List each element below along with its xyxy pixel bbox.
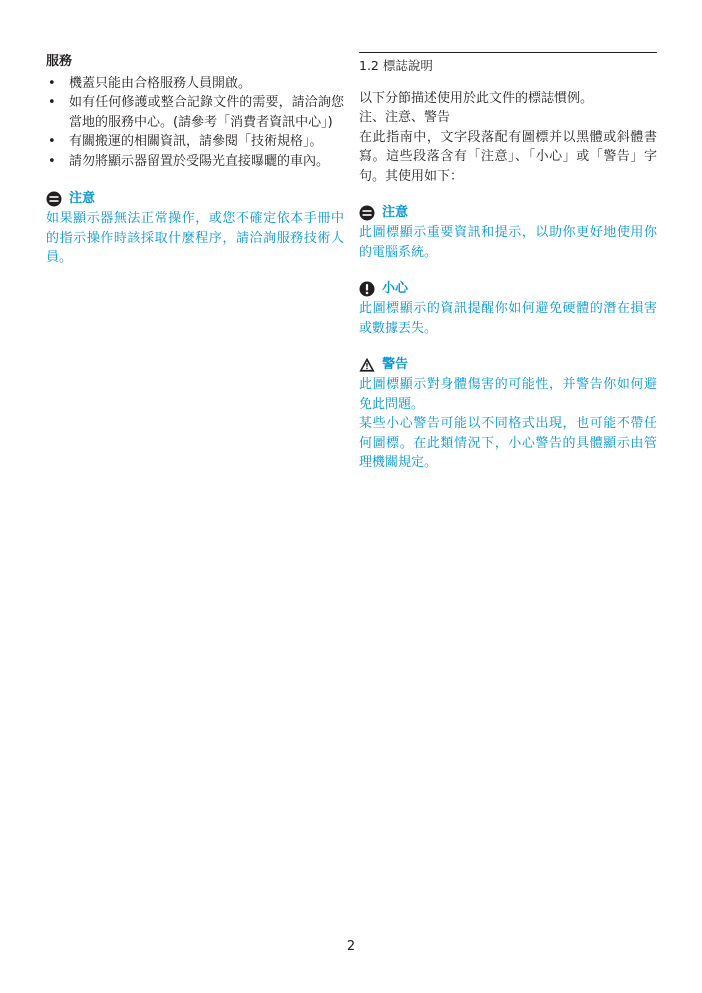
list-item-text: 如有任何修護或整合記錄文件的需要，請洽詢您當地的服務中心。(請參考「消費者資訊中心」) — [69, 95, 344, 130]
warning-icon — [359, 357, 375, 373]
bullet-glyph: • — [48, 75, 56, 91]
note-body: 此圖標顯示重要資訊和提示，以助你更好地使用你的電腦系統。 — [359, 225, 657, 260]
page-number: 2 — [346, 939, 356, 954]
warning-callout-header — [359, 355, 657, 375]
bullet-glyph: • — [48, 134, 56, 149]
bullet-glyph: • — [48, 95, 56, 110]
caution-callout-header — [359, 279, 657, 299]
list-item-text: 請勿將顯示器留置於受陽光直接曝曬的車內。 — [69, 153, 330, 169]
right-column — [359, 52, 657, 473]
caution-callout — [359, 279, 657, 338]
warning-title: 警告 — [382, 357, 409, 373]
note-callout — [46, 189, 344, 268]
list-item-text: 有關搬運的相關資訊，請參閱「技術規格」。 — [69, 134, 323, 149]
caution-title: 小心 — [382, 281, 409, 297]
service-heading: 服務 — [46, 54, 73, 69]
note-body: 如果顯示器無法正常操作，或您不確定依本手冊中的指示操作時該採取什麼程序，請洽詢服務技術人員。 — [46, 211, 344, 265]
warning-body: 某些小心警告可能以不同格式出現，也可能不帶任何圖標。在此類情況下，小心警告的具體顯示由管理機關規定。 — [359, 416, 657, 470]
list-item — [46, 93, 344, 132]
section-divider — [359, 52, 657, 53]
service-list — [46, 74, 344, 172]
caution-body: 此圖標顯示的資訊提醒你如何避免硬體的潛在損害或數據丟失。 — [359, 301, 657, 336]
note-icon — [46, 191, 62, 207]
section-title: 1.2 標誌說明 — [359, 58, 433, 73]
note-callout-header — [46, 189, 344, 209]
list-item-text: 機蓋只能由合格服務人員開啟。 — [69, 75, 252, 91]
intro-paragraph: 注、注意、警告 — [359, 110, 451, 125]
note-icon — [359, 205, 375, 221]
note-callout-header — [359, 203, 657, 223]
list-item — [46, 74, 344, 94]
caution-icon — [359, 281, 375, 297]
list-item — [46, 132, 344, 152]
warning-body: 此圖標顯示對身體傷害的可能性，并警告你如何避免此問題。 — [359, 377, 657, 412]
intro-paragraph: 以下分節描述使用於此文件的標誌慣例。 — [359, 90, 594, 106]
left-column — [46, 52, 344, 268]
note-title: 注意 — [69, 191, 96, 207]
intro-paragraph: 在此指南中，文字段落配有圖標并以黑體或斜體書寫。這些段落含有「注意」、「小心」或「警告」字句。其使用如下： — [359, 129, 657, 184]
bullet-glyph: • — [48, 153, 56, 169]
note-title: 注意 — [382, 205, 409, 221]
list-item — [46, 152, 344, 172]
warning-callout — [359, 355, 657, 473]
note-callout — [359, 203, 657, 262]
